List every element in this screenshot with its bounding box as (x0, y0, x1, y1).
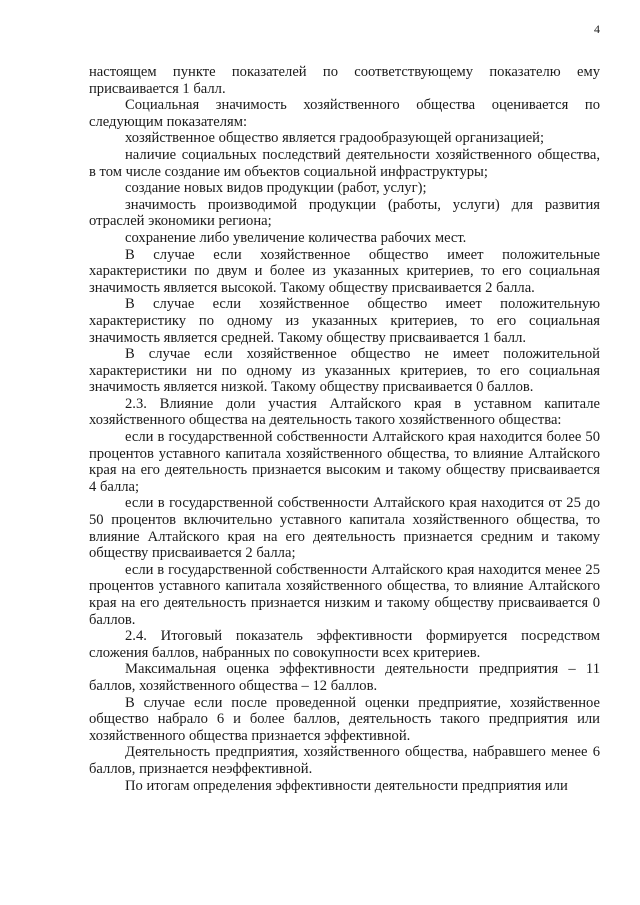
section-paragraph: 2.4. Итоговый показатель эффективности формируется посредством сложения баллов, набранных по совокупности всех критериев. (89, 628, 600, 661)
paragraph: В случае если хозяйственное общество имеет положительные характеристики по двум и более из указанных критериев, то его социальная значимость является высокой. Такому обществу присваивается 2 балла. (89, 246, 600, 296)
paragraph: Максимальная оценка эффективности деятельности предприятия – 11 баллов, хозяйственного общества – 12 баллов. (89, 661, 600, 694)
list-item: если в государственной собственности Алтайского края находится менее 25 процентов уставного капитала хозяйственного общества, то влияние Алтайского края на его деятельность признается низким и такому обществу присваивается 0 баллов. (89, 561, 600, 628)
list-item: наличие социальных последствий деятельности хозяйственного общества, в том числе создание им объектов социальной инфраструктуры; (89, 146, 600, 180)
list-item: хозяйственное общество является градообразующей организацией; (125, 130, 545, 147)
paragraph: В случае если после проведенной оценки предприятие, хозяйственное общество набрало 6 и более баллов, деятельность такого предприятия или хозяйственного общества признается эффективной. (89, 694, 600, 744)
body-text (89, 64, 600, 794)
paragraph: Деятельность предприятия, хозяйственного общества, набравшего менее 6 баллов, признается неэффективной. (89, 744, 600, 777)
paragraph: Социальная значимость хозяйственного общества оценивается по следующим показателям: (89, 97, 600, 130)
section-paragraph: 2.3. Влияние доли участия Алтайского края в уставном капитале хозяйственного общества на деятельность такого хозяйственного общества: (89, 395, 600, 429)
list-item: если в государственной собственности Алтайского края находится от 25 до 50 процентов включительно уставного капитала хозяйственного общества, то влияние Алтайского края на его деятельность признается средним и такому обществу присваивается 2 балла; (89, 495, 600, 562)
paragraph: настоящем пункте показателей по соответствующему показателю ему присваивается 1 балл. (89, 64, 600, 97)
paragraph: В случае если хозяйственное общество имеет положительную характеристику по одному из указанных критериев, то его социальная значимость является средней. Такому обществу присваивается 1 балл. (89, 296, 600, 346)
list-item: если в государственной собственности Алтайского края находится более 50 процентов уставного капитала хозяйственного общества, то влияние Алтайского края на его деятельность признается высоким и такому обществу присваивается 4 балла; (89, 429, 600, 495)
list-item: значимость производимой продукции (работы, услуги) для развития отраслей экономики региона; (89, 196, 600, 230)
paragraph: По итогам определения эффективности деятельности предприятия или (125, 777, 568, 794)
page-number: 4 (594, 22, 600, 36)
paragraph: В случае если хозяйственное общество не имеет положительной характеристики ни по одному из указанных критериев, то его социальная значимость является низкой. Такому обществу присваивается 0 баллов. (89, 346, 600, 396)
list-item: создание новых видов продукции (работ, услуг); (125, 180, 427, 197)
list-item: сохранение либо увеличение количества рабочих мест. (125, 229, 467, 246)
